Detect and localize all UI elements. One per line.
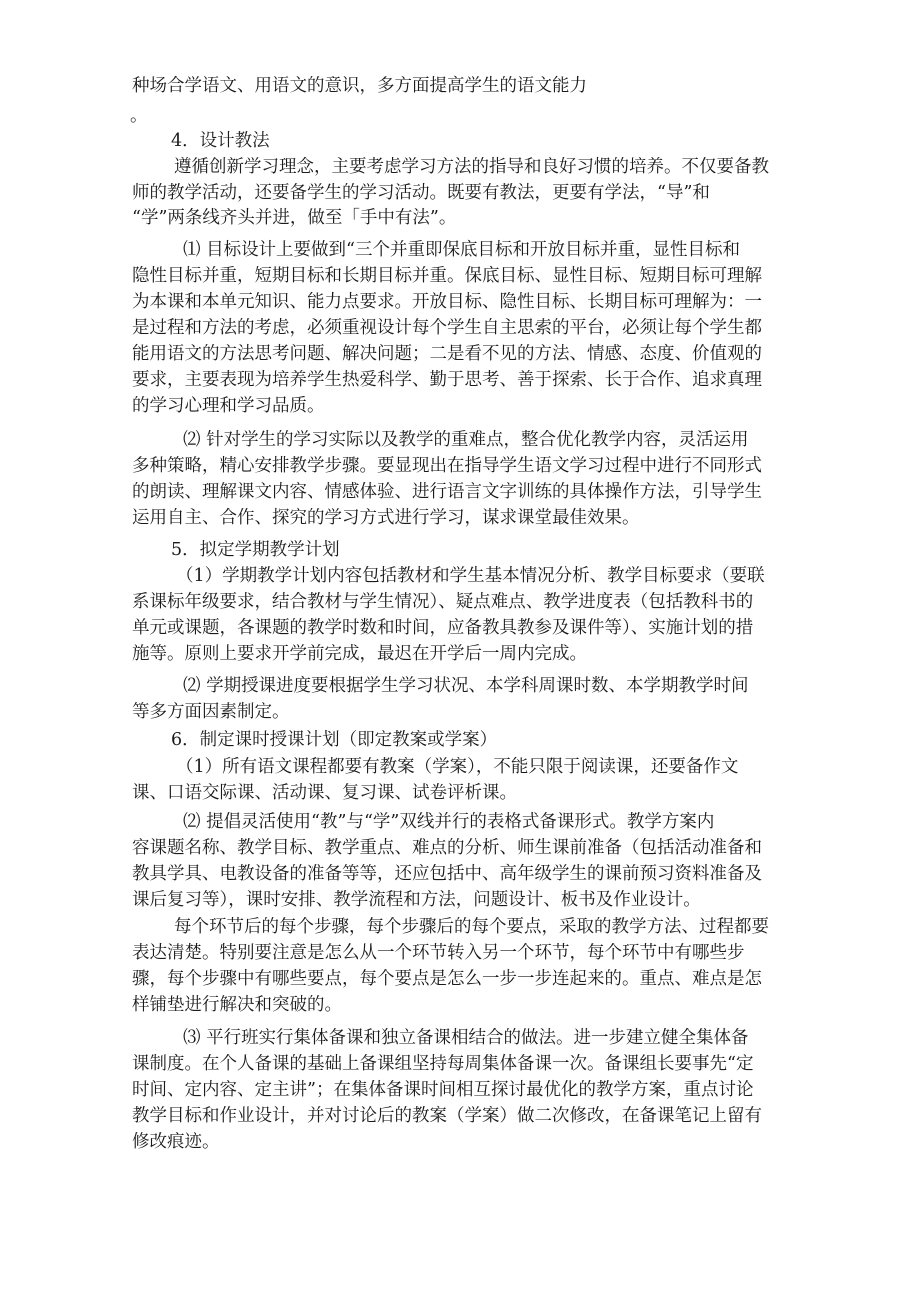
text-line: 要求，主要表现为培养学生热爱科学、勤于思考、善于探索、长于合作、追求真理 — [132, 370, 762, 390]
section-heading: 6．制定课时授课计划（即定教案或学案） — [171, 730, 498, 750]
text-line: ⑵ 提倡灵活使用“教”与“学”双线并行的表格式备课形式。教学方案内 — [183, 812, 715, 832]
text-line: 系课标年级要求，结合教材与学生情况）、疑点难点、教学进度表（包括教科书的 — [132, 592, 754, 612]
section-heading: 5．拟定学期教学计划 — [171, 540, 340, 560]
text-line: 的朗读、理解课文内容、情感体验、进行语言文字训练的具体操作方法，引导学生 — [132, 482, 762, 502]
text-line: 遵循创新学习理念，主要考虑学习方法的指导和良好习惯的培养。不仅要备教 — [174, 157, 769, 177]
text-line: 为本课和本单元知识、能力点要求。开放目标、隐性目标、长期目标可理解为：一 — [132, 292, 762, 312]
text-line: 运用自主、合作、探究的学习方式进行学习，谋求课堂最佳效果。 — [132, 508, 640, 528]
text-line: ⑶ 平行班实行集体备课和独立备课相结合的做法。进一步建立健全集体备 — [183, 1028, 749, 1048]
text-line: 隐性目标并重，短期目标和长期目标并重。保底目标、显性目标、短期目标可理解 — [132, 266, 762, 286]
text-line: ⑵ 学期授课进度要根据学生学习状况、本学科周课时数、本学期教学时间 — [183, 676, 749, 696]
text-line: 教学目标和作业设计，并对讨论后的教案（学案）做二次修改，在备课笔记上留有 — [132, 1106, 762, 1126]
text-line: “学”两条线齐头并进，做至「手中有法”。 — [132, 208, 457, 228]
text-line: 师的教学活动，还要备学生的学习活动。既要有教法，更要有学法，“导”和 — [132, 183, 710, 203]
text-line: 课制度。在个人备课的基础上备课组坚持每周集体备课一次。备课组长要事先“定 — [132, 1054, 754, 1074]
text-line: ⑴ 目标设计上要做到“三个并重即保底目标和开放目标并重，显性目标和 — [183, 240, 741, 260]
text-line: 课后复习等），课时安排、教学流程和方法，问题设计、板书及作业设计。 — [132, 890, 701, 910]
section-heading: 4．设计教法 — [171, 131, 270, 151]
text-line: 课、口语交际课、活动课、复习课、试卷评析课。 — [132, 783, 517, 803]
text-line: 表达清楚。特别要注意是怎么从一个环节转入另一个环节，每个环节中有哪些步 — [132, 943, 745, 963]
text-line: 能用语文的方法思考问题、解决问题；二是看不见的方法、情感、态度、价值观的 — [132, 344, 762, 364]
text-line: 容课题名称、教学目标、教学重点、难点的分析、师生课前准备（包括活动准备和 — [132, 838, 762, 858]
text-line: 单元或课题，各课题的教学时数和时间，应备教具教参及课件等）、实施计划的措 — [132, 618, 754, 638]
text-line: 的学习心理和学习品质。 — [132, 396, 325, 416]
text-line: （1）学期教学计划内容包括教材和学生基本情况分析、教学目标要求（要联 — [176, 566, 765, 586]
text-line: 是过程和方法的考虑，必须重视设计每个学生自主思索的平台，必须让每个学生都 — [132, 318, 762, 338]
text-line: （1）所有语文课程都要有教案（学案），不能只限于阅读课，还要备作文 — [176, 757, 739, 777]
text-line: 骤，每个步骤中有哪些要点，每个要点是怎么一步一步连起来的。重点、难点是怎 — [132, 969, 762, 989]
text-line: 时间、定内容、定主讲”；在集体备课时间相互探讨最优化的教学方案，重点讨论 — [132, 1080, 754, 1100]
text-line: 等多方面因素制定。 — [132, 702, 290, 722]
text-line: 。 — [130, 106, 148, 126]
text-line: ⑵ 针对学生的学习实际以及教学的重难点，整合优化教学内容，灵活运用 — [183, 430, 749, 450]
text-line: 修改痕迹。 — [132, 1132, 220, 1152]
text-line: 种场合学语文、用语文的意识，多方面提高学生的语文能力 — [132, 76, 587, 96]
text-line: 施等。原则上要求开学前完成，最迟在开学后一周内完成。 — [132, 644, 587, 664]
text-line: 教具学具、电教设备的准备等等，还应包括中、高年级学生的课前预习资料准备及 — [132, 864, 762, 884]
text-line: 样铺垫进行解决和突破的。 — [132, 995, 342, 1015]
text-line: 多种策略，精心安排教学步骤。要显现出在指导学生语文学习过程中进行不同形式 — [132, 456, 762, 476]
text-line: 每个环节后的每个步骤，每个步骤后的每个要点，采取的教学方法、过程都要 — [174, 917, 769, 937]
